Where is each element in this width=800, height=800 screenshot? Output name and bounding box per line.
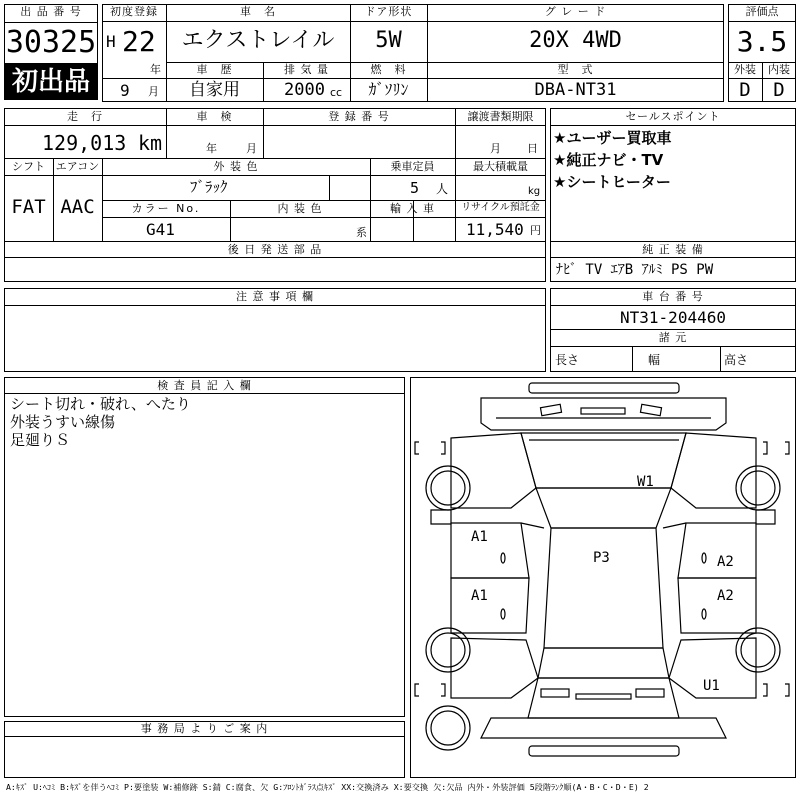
mileage-unit: km — [138, 131, 163, 155]
dims-width: 幅 — [648, 353, 661, 367]
color-no-label: カラー No. — [131, 202, 201, 215]
genuine-label: 純 正 装 備 — [642, 243, 704, 256]
color-no: G41 — [146, 220, 175, 239]
max-load-label: 最大積載量 — [473, 160, 528, 173]
sales-point-2: ★純正ナビ・TV — [553, 151, 664, 169]
exterior-grade: D — [739, 79, 751, 101]
notes-label: 注 意 事 項 欄 — [236, 290, 314, 303]
lot-number: 30325 — [5, 25, 97, 60]
car-diagram — [410, 377, 796, 778]
sales-point-3: ★シートヒーター — [553, 173, 671, 191]
int-color-unit: 系 — [356, 226, 367, 239]
reg-number-label: 登 録 番 号 — [328, 110, 390, 123]
mileage-label: 走 行 — [67, 110, 103, 123]
interior-grade-label: 内装 — [768, 63, 790, 76]
capacity: 5 — [410, 179, 420, 197]
damage-mark-w1: W1 — [637, 474, 654, 490]
first-listing-badge — [4, 64, 98, 100]
first-reg-month-unit: 月 — [148, 85, 159, 98]
door-label: ドア形状 — [364, 5, 413, 18]
displacement: 2000 — [284, 80, 325, 100]
ext-color: ﾌﾞﾗｯｸ — [190, 178, 228, 196]
chassis-label: 車 台 番 号 — [642, 290, 704, 303]
recycle-label: リサイクル預託金 — [461, 202, 540, 213]
fuel: ｶﾞｿﾘﾝ — [368, 80, 409, 99]
interior-grade: D — [773, 79, 785, 101]
first-listing-text: 初出品 — [11, 67, 90, 97]
sales-points-label: セールスポイント — [625, 110, 721, 123]
history-label: 車 歴 — [196, 63, 233, 76]
dims-length: 長さ — [555, 353, 580, 367]
shift: FAT — [11, 196, 46, 218]
genuine-equipment: ﾅﾋﾞ TV ｴｱB ｱﾙﾐ PS PW — [556, 262, 714, 278]
inspector-line-3: 足廻りＳ — [10, 431, 71, 449]
grade-label: グ レ ー ド — [544, 5, 607, 18]
inspection-year-unit: 年 — [206, 142, 217, 155]
ext-color-label: 外 装 色 — [213, 160, 259, 173]
aircon-label: エアコン — [55, 160, 100, 173]
later-parts-label: 後 日 発 送 部 品 — [227, 243, 323, 256]
fuel-label: 燃 料 — [370, 63, 407, 76]
legend: A:ｷｽﾞ U:ﾍｺﾐ B:ｷｽﾞを伴うﾍｺﾐ P:要塗装 W:補修跡 S:錆 C:腐食、欠 G:ﾌﾛﾝﾄｶﾞﾗｽ点ｷｽﾞ XX:交換済み X:要交換 欠:欠品 内外・外装評価 5段階ﾗﾝｸ順(A・B・C・D・E) 2 — [6, 782, 649, 792]
damage-mark-p3: P3 — [593, 550, 610, 566]
damage-mark-a2-front: A2 — [717, 554, 734, 570]
transfer-label: 譲渡書類期限 — [467, 110, 534, 123]
displacement-label: 排 気 量 — [284, 63, 329, 76]
score-label: 評価点 — [745, 5, 779, 18]
import-label: 輸 入 車 — [390, 202, 435, 215]
first-reg-era: H — [106, 32, 116, 51]
damage-mark-a2-rear: A2 — [717, 588, 734, 604]
first-reg-year-unit: 年 — [150, 63, 161, 76]
lot-number-label: 出 品 番 号 — [20, 5, 82, 18]
grade: 20X 4WD — [529, 28, 622, 53]
dims-label: 諸 元 — [658, 331, 688, 344]
max-load-unit: kg — [528, 186, 541, 197]
office-label: 事 務 局 よ り ご 案 内 — [140, 722, 269, 735]
capacity-label: 乗車定員 — [390, 160, 435, 173]
damage-mark-a1-front: A1 — [471, 529, 488, 545]
history: 自家用 — [189, 80, 240, 100]
car-diagram-drawing — [411, 378, 795, 777]
model-code-label: 型 式 — [557, 63, 594, 76]
dims-height: 高さ — [724, 353, 749, 367]
recycle-unit: 円 — [530, 224, 541, 237]
recycle: 11,540 — [466, 220, 524, 239]
displacement-unit: cc — [330, 86, 343, 99]
damage-mark-a1-rear: A1 — [471, 588, 488, 604]
first-reg-year: 22 — [122, 25, 156, 58]
mileage: 129,013 — [42, 131, 127, 155]
door-type: 5W — [375, 28, 402, 53]
shift-label: シフト — [12, 160, 45, 173]
chassis-number: NT31-204460 — [620, 308, 726, 327]
damage-mark-u1: U1 — [703, 678, 720, 694]
inspection-label: 車 検 — [196, 110, 233, 123]
first-reg-label: 初度登録 — [110, 5, 158, 18]
aircon: AAC — [60, 196, 95, 218]
model-code: DBA-NT31 — [534, 80, 617, 100]
exterior-grade-label: 外装 — [734, 63, 756, 76]
inspector-line-1: シート切れ・破れ、へたり — [10, 395, 191, 413]
score: 3.5 — [736, 25, 788, 58]
inspector-label: 検 査 員 記 入 欄 — [157, 379, 252, 392]
car-name: エクストレイル — [181, 28, 335, 53]
int-color-label: 内 装 色 — [277, 202, 323, 215]
first-reg-month: 9 — [120, 81, 130, 100]
sales-point-1: ★ユーザー買取車 — [553, 129, 672, 147]
capacity-unit: 人 — [436, 182, 449, 196]
transfer-day-unit: 日 — [527, 142, 538, 155]
inspector-line-2: 外装うすい線傷 — [10, 413, 116, 431]
transfer-month-unit: 月 — [490, 142, 501, 155]
car-name-label: 車 名 — [240, 5, 276, 18]
inspection-month-unit: 月 — [246, 142, 257, 155]
